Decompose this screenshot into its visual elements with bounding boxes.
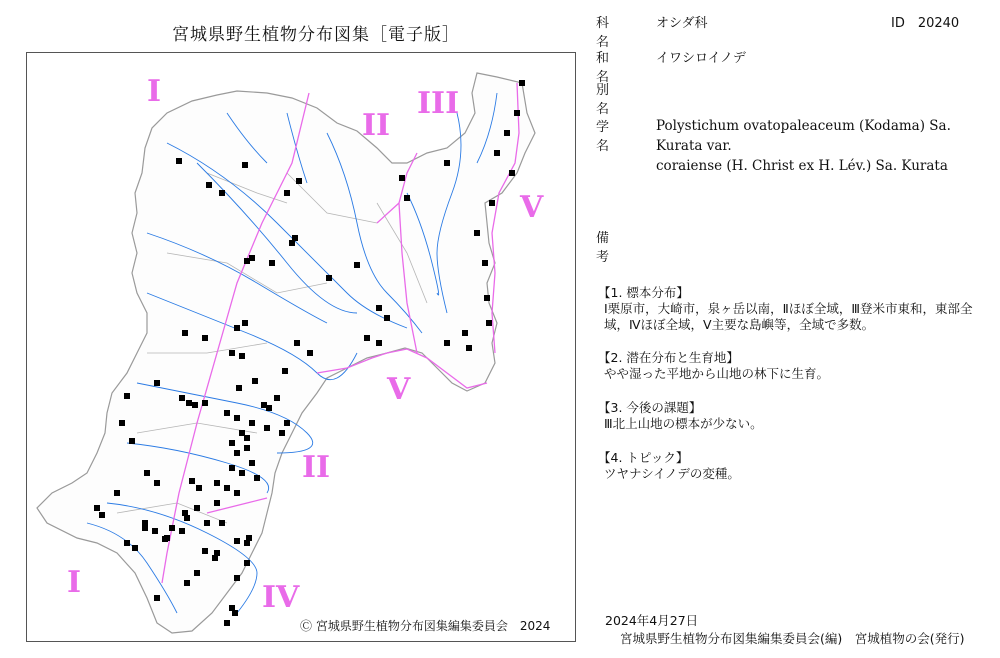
specimen-marker bbox=[261, 402, 267, 408]
specimen-marker bbox=[229, 440, 235, 446]
specimen-marker bbox=[144, 470, 150, 476]
specimen-marker bbox=[214, 550, 220, 556]
specimen-marker bbox=[242, 320, 248, 326]
family-row bbox=[596, 12, 996, 50]
specimen-marker bbox=[179, 395, 185, 401]
specimen-marker bbox=[129, 438, 135, 444]
specimen-marker bbox=[152, 528, 158, 534]
specimen-marker bbox=[202, 335, 208, 341]
family-value: オシダ科 bbox=[656, 16, 708, 31]
specimen-marker bbox=[186, 400, 192, 406]
specimen-marker bbox=[354, 262, 360, 268]
specimen-marker bbox=[99, 512, 105, 518]
scientific-name-label: 学 名 bbox=[596, 120, 651, 154]
scientific-name-row bbox=[596, 116, 996, 174]
specimen-marker bbox=[246, 535, 252, 541]
specimen-marker bbox=[486, 320, 492, 326]
specimen-marker bbox=[244, 560, 250, 566]
region-label: I bbox=[147, 74, 162, 109]
remarks-section bbox=[598, 400, 988, 432]
specimen-marker bbox=[244, 258, 250, 264]
remarks-body: ツヤナシイノデの変種。 bbox=[604, 466, 740, 481]
specimen-marker bbox=[234, 490, 240, 496]
region-label: III bbox=[417, 86, 460, 121]
specimen-marker bbox=[279, 430, 285, 436]
specimen-marker bbox=[282, 368, 288, 374]
specimen-marker bbox=[234, 575, 240, 581]
japanese-name-value: イワシロイノデ bbox=[656, 51, 746, 66]
specimen-marker bbox=[189, 478, 195, 484]
specimen-marker bbox=[364, 335, 370, 341]
specimen-marker bbox=[399, 175, 405, 181]
specimen-marker bbox=[124, 540, 130, 546]
specimen-marker bbox=[252, 378, 258, 384]
specimen-marker bbox=[519, 80, 525, 86]
specimen-marker bbox=[202, 548, 208, 554]
specimen-marker bbox=[192, 402, 198, 408]
specimen-marker bbox=[214, 480, 220, 486]
japanese-name-row bbox=[596, 47, 996, 85]
specimen-marker bbox=[206, 182, 212, 188]
remarks-heading: 【2. 潜在分布と生育地】 bbox=[598, 350, 739, 365]
remarks-body: Ⅲ北上山地の標本が少ない。 bbox=[604, 416, 763, 431]
specimen-marker bbox=[462, 330, 468, 336]
region-label: II bbox=[302, 450, 331, 485]
specimen-marker bbox=[296, 178, 302, 184]
specimen-marker bbox=[234, 538, 240, 544]
remarks-section bbox=[598, 450, 988, 482]
specimen-marker bbox=[284, 190, 290, 196]
remarks-section bbox=[598, 285, 988, 333]
specimen-marker bbox=[404, 195, 410, 201]
specimen-marker bbox=[234, 450, 240, 456]
specimen-marker bbox=[229, 465, 235, 471]
specimen-marker bbox=[142, 525, 148, 531]
specimen-marker bbox=[114, 490, 120, 496]
specimen-marker bbox=[196, 485, 202, 491]
distribution-map bbox=[27, 53, 575, 641]
specimen-marker bbox=[376, 305, 382, 311]
specimen-marker bbox=[182, 330, 188, 336]
specimen-marker bbox=[184, 580, 190, 586]
specimen-marker bbox=[219, 190, 225, 196]
region-label: V bbox=[520, 190, 544, 225]
specimen-marker bbox=[234, 415, 240, 421]
specimen-marker bbox=[274, 395, 280, 401]
japanese-name-label: 和 名 bbox=[596, 51, 651, 85]
specimen-marker bbox=[224, 485, 230, 491]
region-label: V bbox=[387, 372, 411, 407]
specimen-marker bbox=[164, 535, 170, 541]
map-frame bbox=[26, 52, 576, 642]
specimen-marker bbox=[482, 260, 488, 266]
specimen-marker bbox=[244, 435, 250, 441]
specimen-marker bbox=[236, 385, 242, 391]
specimen-marker bbox=[194, 505, 200, 511]
specimen-marker bbox=[242, 162, 248, 168]
specimen-marker bbox=[254, 475, 260, 481]
specimen-marker bbox=[229, 350, 235, 356]
remarks-body: やや湿った平地から山地の林下に生育。 bbox=[604, 366, 830, 381]
alias-label: 別 名 bbox=[596, 83, 651, 117]
alias-row bbox=[596, 79, 996, 117]
specimen-marker bbox=[224, 620, 230, 626]
remarks-heading: 【1. 標本分布】 bbox=[598, 285, 689, 300]
specimen-marker bbox=[244, 445, 250, 451]
specimen-marker bbox=[202, 400, 208, 406]
specimen-marker bbox=[176, 158, 182, 164]
specimen-marker bbox=[232, 610, 238, 616]
specimen-marker bbox=[514, 110, 520, 116]
specimen-marker bbox=[239, 353, 245, 359]
id-number: ID 20240 bbox=[891, 16, 960, 31]
remarks-section bbox=[598, 350, 988, 382]
specimen-marker bbox=[214, 500, 220, 506]
specimen-marker bbox=[264, 425, 270, 431]
remarks-label: 備 考 bbox=[596, 231, 651, 265]
specimen-marker bbox=[204, 520, 210, 526]
specimen-marker bbox=[484, 295, 490, 301]
publisher-credit: 宮城県野生植物分布図集編集委員会(編) 宮城植物の会(発行) bbox=[620, 631, 965, 646]
remarks-heading: 【4. トピック】 bbox=[598, 450, 689, 465]
specimen-marker bbox=[94, 505, 100, 511]
specimen-marker bbox=[124, 393, 130, 399]
specimen-marker bbox=[249, 420, 255, 426]
specimen-marker bbox=[269, 260, 275, 266]
remarks-heading: 【3. 今後の課題】 bbox=[598, 400, 702, 415]
region-label: IV bbox=[262, 580, 300, 615]
specimen-marker bbox=[326, 275, 332, 281]
specimen-marker bbox=[284, 420, 290, 426]
region-label: II bbox=[362, 108, 391, 143]
specimen-marker bbox=[132, 545, 138, 551]
copyright-notice: Ⓒ 宮城県野生植物分布図集編集委員会 2024 bbox=[300, 619, 551, 633]
specimen-marker bbox=[384, 315, 390, 321]
specimen-marker bbox=[224, 410, 230, 416]
remarks-row bbox=[596, 227, 996, 265]
specimen-marker bbox=[489, 200, 495, 206]
map-title: 宮城県野生植物分布図集［電子版］ bbox=[172, 25, 460, 45]
specimen-marker bbox=[179, 528, 185, 534]
specimen-marker bbox=[474, 230, 480, 236]
specimen-marker bbox=[154, 595, 160, 601]
specimen-marker bbox=[504, 130, 510, 136]
specimen-marker bbox=[234, 325, 240, 331]
specimen-marker bbox=[509, 170, 515, 176]
scientific-name-value: Polystichum ovatopaleaceum (Kodama) Sa. Kurata var. coraiense (H. Christ ex H. Lév.) Sa. Kurata bbox=[656, 118, 951, 174]
specimen-marker bbox=[239, 470, 245, 476]
specimen-marker bbox=[307, 350, 313, 356]
region-label: I bbox=[67, 565, 82, 600]
specimen-marker bbox=[376, 340, 382, 346]
specimen-marker bbox=[182, 510, 188, 516]
specimen-marker bbox=[154, 380, 160, 386]
specimen-marker bbox=[219, 520, 225, 526]
specimen-marker bbox=[194, 570, 200, 576]
family-label: 科 名 bbox=[596, 16, 651, 50]
specimen-marker bbox=[249, 460, 255, 466]
specimen-marker bbox=[119, 420, 125, 426]
specimen-marker bbox=[444, 160, 450, 166]
specimen-marker bbox=[494, 150, 500, 156]
specimen-marker bbox=[169, 525, 175, 531]
specimen-marker bbox=[444, 340, 450, 346]
specimen-marker bbox=[466, 345, 472, 351]
specimen-marker bbox=[154, 480, 160, 486]
remarks-body: Ⅰ栗原市，大崎市，泉ヶ岳以南，Ⅱほぼ全域，Ⅲ登米市東和，東部全域，Ⅳほぼ全域，Ⅴ主要な島嶼等，全域で多数。 bbox=[604, 301, 973, 332]
specimen-marker bbox=[294, 340, 300, 346]
publication-date: 2024年4月27日 bbox=[605, 613, 699, 628]
specimen-marker bbox=[289, 240, 295, 246]
